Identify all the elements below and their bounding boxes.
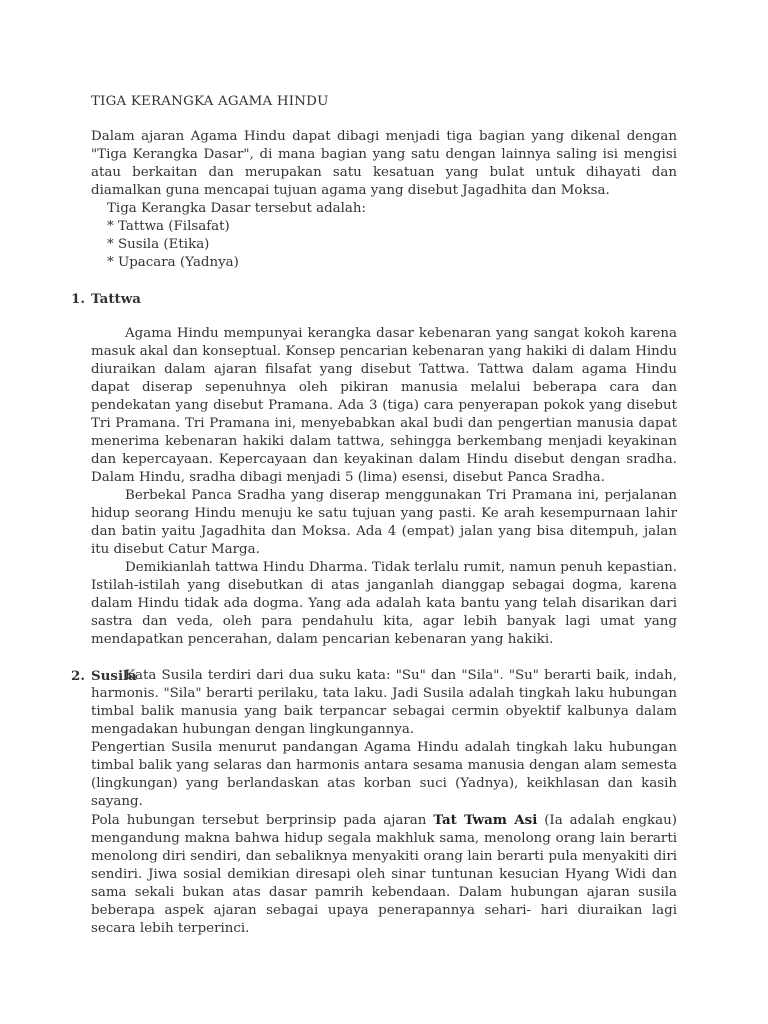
list-item: * Upacara (Yadnya) [107,255,239,270]
list-item: * Tattwa (Filsafat) [107,219,230,234]
susila-paragraph: Kata Susila terdiri dari dua suku kata: "Su" dan "Sila". "Su" berarti baik, indah, harmonis. "Sila" berarti perilaku, tata laku. Jadi Susila adalah tingkah laku hubungan timbal balik manusia yang baik terpancar sebagai cermin obyektif kalbunya dalam mengadakan hubungan dengan lingkungannya. [91,668,677,737]
section-number: 1. [71,291,85,307]
susila-paragraph [91,811,677,938]
section-heading-tattwa [71,290,677,308]
list-intro: Tiga Kerangka Dasar tersebut adalah: [107,201,367,216]
document-title: TIGA KERANGKA AGAMA HINDU [91,94,329,109]
paragraph-text: Pola hubungan tersebut berprinsip pada ajaran [91,813,434,828]
tat-twam-asi-term: Tat Twam Asi [433,812,538,828]
paragraph-text: (Ia adalah engkau) mengandung makna bahwa hidup segala makhluk sama, menolong orang lain berarti menolong diri sendiri, dan sebaliknya menyakiti orang lain berarti pula menyakiti diri sendiri. Jiwa sosial demikian diresapi oleh sinar tuntunan kesucian Hyang Widi dan sama sekali bukan atas dasar pamrih kebendaan. Dalam hubungan ajaran susila beberapa aspek ajaran sebagai upaya penerapannya sehari- hari diuraikan lagi secara lebih terperinci. [91,813,678,936]
tattwa-paragraph: Agama Hindu mempunyai kerangka dasar kebenaran yang sangat kokoh karena masuk akal dan konseptual. Konsep pencarian kebenaran yang hakiki di dalam Hindu diuraikan dalam ajaran filsafat yang disebut Tattwa. Tattwa dalam agama Hindu dapat diserap sepenuhnya oleh pikiran manusia melalui beberapa cara dan pendekatan yang disebut Pramana. Ada 3 (tiga) cara penyerapan pokok yang disebut Tri Pramana. Tri Pramana ini, menyebabkan akal budi dan pengertian manusia dapat menerima kebenaran hakiki dalam tattwa, sehingga berkembang menjadi keyakinan dan kepercayaan. Kepercayaan dan keyakinan dalam Hindu disebut dengan sradha. Dalam Hindu, sradha dibagi menjadi 5 (lima) esensi, disebut Panca Sradha. [91,326,677,485]
section-title: Tattwa [91,291,141,307]
section-number: 2. [71,668,85,684]
intro-paragraph: Dalam ajaran Agama Hindu dapat dibagi menjadi tiga bagian yang dikenal dengan "Tiga Kerangka Dasar", di mana bagian yang satu dengan lainnya saling isi mengisi atau berkaitan dan merupakan satu kesatuan yang bulat untuk dihayati dan diamalkan guna mencapai tujuan agama yang disebut Jagadhita dan Moksa. [91,129,677,198]
document-body [71,93,678,938]
tattwa-paragraph: Berbekal Panca Sradha yang diserap menggunakan Tri Pramana ini, perjalanan hidup seorang Hindu menuju ke satu tujuan yang pasti. Ke arah kesempurnaan lahir dan batin yaitu Jagadhita dan Moksa. Ada 4 (empat) jalan yang bisa ditempuh, jalan itu disebut Catur Marga. [91,488,677,557]
list-item: * Susila (Etika) [107,237,210,252]
kerangka-list [91,218,677,272]
susila-paragraph: Pengertian Susila menurut pandangan Agama Hindu adalah tingkah laku hubungan timbal balik yang selaras dan harmonis antara sesama manusia dengan alam semesta (lingkungan) yang berlandaskan atas korban suci (Yadnya), keikhlasan dan kasih sayang. [91,740,677,809]
tattwa-paragraph: Demikianlah tattwa Hindu Dharma. Tidak terlalu rumit, namun penuh kepastian. Istilah-istilah yang disebutkan di atas janganlah dianggap sebagai dogma, karena dalam Hindu tidak ada dogma. Yang ada adalah kata bantu yang telah disarikan dari sastra dan veda, oleh para pendahulu kita, agar lebih banyak lagi umat yang mendapatkan pencerahan, dalam pencarian kebenaran yang hakiki. [91,560,677,647]
section-title: Susila [91,668,137,684]
